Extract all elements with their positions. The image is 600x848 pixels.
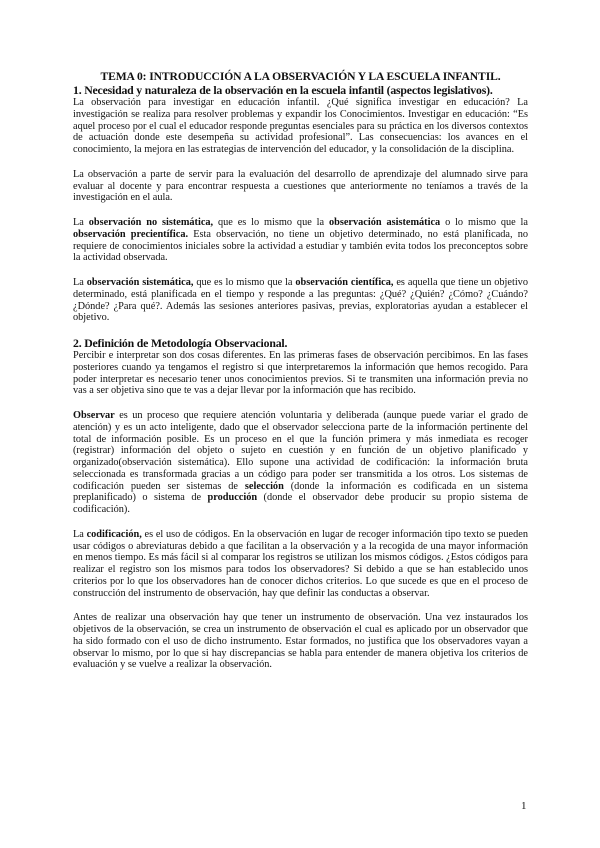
paragraph [73, 529, 528, 600]
text-run: (donde la información es codificada en un sistema preplanificado) o sistema de [73, 480, 529, 504]
text-run: que es lo mismo que la [193, 277, 296, 288]
bold-term: observación precientífica. [73, 228, 189, 240]
bold-term: producción [207, 492, 258, 504]
text-run: La [73, 277, 87, 288]
page-title: TEMA 0: INTRODUCCIÓN A LA OBSERVACIÓN Y LA ESCUELA INFANTIL. [100, 70, 501, 83]
section-heading-2: 2. Definición de Metodología Observacional. [73, 336, 288, 350]
text-run: o lo mismo que la [440, 217, 528, 228]
paragraph [73, 277, 528, 324]
paragraph [73, 217, 528, 264]
bold-term: observación asistemática [328, 217, 441, 228]
text-run: que es lo mismo que la [213, 217, 329, 228]
bold-term: observación sistemática, [86, 277, 194, 288]
text-run: La [73, 528, 87, 540]
section-heading-1: 1. Necesidad y naturaleza de la observación en la escuela infantil (aspectos legislativos). [73, 83, 493, 97]
text-run: (donde el observador debe producir su propio sistema de codificación). [73, 492, 528, 515]
paragraph: La observación a parte de servir para la evaluación del desarrollo de aprendizaje del alumnado sirve para evaluar al docente y para encontrar respuesta a cuestiones que anteriormente no teníamos a través de la investigación en el aula. [73, 168, 528, 204]
paragraph: La observación para investigar en educación infantil. ¿Qué significa investigar en educación? La investigación se realiza para resolver problemas y expandir los Conocimientos. Investigar en educación: “Es aquel proceso por el cual el educador responde preguntas esenciales para su práctica en los diversos contextos de actuación donde este desempeña su actividad profesional”. Las consecuencias: los avances en el conocimiento, la mejora en las estrategias de intervención del educador, y la consolidación de la disciplina. [73, 97, 528, 155]
bold-term: selección [244, 480, 284, 492]
text-run: es el uso de códigos. En la observación en lugar de recoger información tipo texto se pueden usar códigos o abreviaturas debido a que facilitan a la observación y a la recogida de una mayor información en menos tiempo. Es más fácil si al comparar los registros se utilizan los mismos códigos. ¿Estos códigos para realizar el registro son los mismos para todos los observadores? Si debido a que se han establecido unos criterios por lo que los observadores han de conocer dichos criterios. Lo que sucede es que en el proceso de construcción del instrumento de observación, hay que definir las conductas a observar. [73, 528, 528, 599]
bold-term: observación no sistemática, [88, 217, 214, 228]
paragraph: Antes de realizar una observación hay que tener un instrumento de observación. Una vez instaurados los objetivos de la observación, se crea un instrumento de observación el cual es aplicado por un observador que ha sido formado con el uso de dicho instrumento. Estar formados, no justifica que los observadores vayan a observar lo mismo, por lo que si hay discrepancias se habla para entender de manera objetiva los criterios de evaluación y se vuelve a realizar la observación. [73, 612, 528, 671]
bold-term: codificación, [86, 528, 142, 540]
text-run: Esta observación, no tiene un objetivo determinado, no está planificada, no requiere de conocimientos iniciales sobre la actividad a estudiar y también evita todos los preconceptos sobre la actividad observada. [73, 228, 529, 264]
page-number: 1 [521, 800, 527, 812]
paragraph: Percibir e interpretar son dos cosas diferentes. En las primeras fases de observación percibimos. En las fases posteriores cuando ya tengamos el registro si que interpretaremos la información que hemos recogido. Para poder interpretar es necesario tener unos conocimientos previos. Si te transmiten una información previa no vas a ser objetiva sino que te vas a dejar llevar por la información que has recibido. [73, 350, 528, 397]
bold-term: observación científica, [295, 277, 394, 288]
bold-term: Observar [73, 410, 115, 421]
document-page [73, 70, 528, 671]
text-run: La [73, 217, 89, 228]
text-run: es aquella que tiene un objetivo determinado, está planificada en el tiempo y responde a las preguntas: ¿Qué? ¿Quién? ¿Cómo? ¿Cuándo? ¿Dónde? ¿Para qué?. Además las sesiones anteriores pasivas, previas, exploratorias ayudan a establecer el objetivo. [73, 277, 528, 324]
text-run: es un proceso que requiere atención voluntaria y deliberada (aunque puede variar el grado de atención) y es un acto inteligente, dado que el observador selecciona parte de la información pertinente del total de información posible. Es un proceso en el que la función primera y más inmediata es recoger (registrar) información del objeto o sujeto en cuestión y en función de un objetivo planificado y organizado(observación sistemática). Ello supone una actividad de codificación: la información bruta seleccionada es transformada gracias a un código para poder ser transmitida a los otros. Los sistemas de codificación pueden ser sistemas de [73, 410, 528, 492]
paragraph [73, 410, 528, 516]
